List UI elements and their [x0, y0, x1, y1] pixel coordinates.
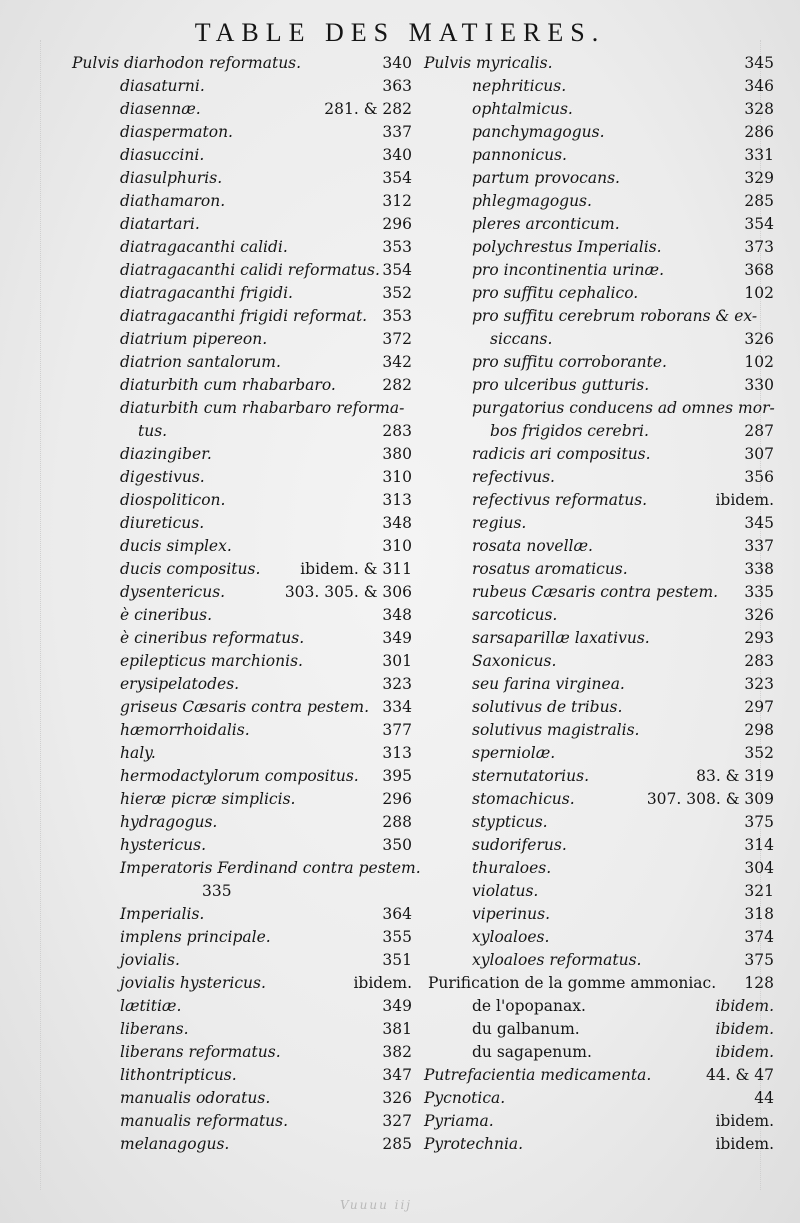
index-term: diureticus.: [120, 514, 205, 532]
index-entry: [72, 259, 412, 282]
index-term: panchymagogus.: [472, 123, 605, 141]
index-entry: [72, 466, 412, 489]
index-entry: [72, 742, 412, 765]
index-entry: [72, 236, 412, 259]
index-term: rosata novellæ.: [472, 537, 593, 555]
index-term: ducis compositus.: [120, 560, 261, 578]
index-term: polychrestus Imperialis.: [472, 238, 662, 256]
index-entry: [72, 374, 412, 397]
index-entry: [424, 696, 774, 719]
index-term: erysipelatodes.: [120, 675, 240, 693]
index-term: regius.: [472, 514, 527, 532]
index-term: Saxonicus.: [472, 652, 557, 670]
index-term: pro suffitu cerebrum roborans & ex-: [472, 307, 758, 325]
index-entry: [72, 857, 421, 880]
index-term: hystericus.: [120, 836, 207, 854]
index-entry: [424, 75, 774, 98]
index-term: liberans reformatus.: [120, 1043, 281, 1061]
page-reference: 395: [382, 767, 412, 785]
page-reference: ibidem.: [715, 1135, 774, 1153]
index-term: diatragacanthi frigidi.: [120, 284, 293, 302]
index-entry: [72, 75, 412, 98]
page-reference: 338: [744, 560, 774, 578]
bleed-through-left: [40, 40, 41, 1190]
page-reference: 355: [382, 928, 412, 946]
index-term: diatrion santalorum.: [120, 353, 281, 371]
index-term: diatragacanthi calidi.: [120, 238, 288, 256]
index-entry: [424, 995, 774, 1018]
page-reference: 374: [744, 928, 774, 946]
page-reference: 313: [382, 744, 412, 762]
index-entry: [424, 443, 774, 466]
index-term: Pulvis myricalis.: [424, 54, 553, 72]
index-term: siccans.: [490, 330, 553, 348]
index-term: ophtalmicus.: [472, 100, 573, 118]
page-reference: 307: [744, 445, 774, 463]
index-term: xyloaloes.: [472, 928, 550, 946]
page-reference: 382: [382, 1043, 412, 1061]
page-reference: 286: [744, 123, 774, 141]
index-column-right: [424, 52, 774, 1156]
index-entry: [424, 673, 774, 696]
index-entry: [72, 305, 412, 328]
page-reference: 304: [744, 859, 774, 877]
index-entry: [72, 121, 412, 144]
index-entry: [424, 374, 774, 397]
page-reference: 340: [382, 54, 412, 72]
page-reference: 337: [382, 123, 412, 141]
index-entry: [424, 926, 774, 949]
index-term: nephriticus.: [472, 77, 567, 95]
index-term: pro suffitu corroborante.: [472, 353, 667, 371]
index-entry: [72, 834, 412, 857]
page-reference: 368: [744, 261, 774, 279]
index-entry: [72, 811, 412, 834]
index-term: thuraloes.: [472, 859, 552, 877]
page-reference: 340: [382, 146, 412, 164]
index-term: epilepticus marchionis.: [120, 652, 303, 670]
index-entry: [424, 397, 774, 420]
page-reference: 353: [382, 238, 412, 256]
index-term: diasennæ.: [120, 100, 201, 118]
index-entry: [72, 98, 412, 121]
index-term: dysentericus.: [120, 583, 226, 601]
index-term: violatus.: [472, 882, 539, 900]
page-reference: 310: [382, 468, 412, 486]
index-term: diaspermaton.: [120, 123, 233, 141]
page-reference: 329: [744, 169, 774, 187]
index-entry: [72, 512, 412, 535]
index-term: phlegmagogus.: [472, 192, 592, 210]
index-entry: [72, 397, 412, 420]
index-term: Pyrotechnia.: [424, 1135, 524, 1153]
index-term: pro ulceribus gutturis.: [472, 376, 650, 394]
page-reference: 287: [744, 422, 774, 440]
index-entry: [72, 190, 412, 213]
page-reference: 326: [382, 1089, 412, 1107]
index-entry: [424, 834, 774, 857]
page-reference: ibidem.: [715, 491, 774, 509]
page-reference: 328: [744, 100, 774, 118]
index-entry: [424, 1133, 774, 1156]
index-term: liberans.: [120, 1020, 189, 1038]
index-entry: [424, 512, 774, 535]
page-reference: 323: [744, 675, 774, 693]
index-entry: [72, 351, 412, 374]
index-entry: [72, 949, 412, 972]
page-reference: 296: [382, 215, 412, 233]
page-reference: 327: [382, 1112, 412, 1130]
index-term: pro incontinentia urinæ.: [472, 261, 665, 279]
page-reference: 349: [382, 997, 412, 1015]
index-entry: [72, 1064, 412, 1087]
index-entry: [72, 880, 412, 903]
index-term: Imperatoris Ferdinand contra pestem.: [120, 859, 421, 877]
index-entry: [72, 673, 412, 696]
page-reference: 312: [382, 192, 412, 210]
index-entry: [72, 627, 412, 650]
index-entry: [72, 1133, 412, 1156]
page-reference: 330: [744, 376, 774, 394]
index-term: digestivus.: [120, 468, 205, 486]
page-reference: ibidem. & 311: [300, 560, 412, 578]
index-term: diatragacanthi calidi reformatus.: [120, 261, 380, 279]
index-entry: [72, 903, 412, 926]
page-reference: 373: [744, 238, 774, 256]
index-term: implens principale.: [120, 928, 271, 946]
index-entry: [424, 305, 774, 328]
index-entry: [424, 811, 774, 834]
index-entry: [72, 443, 412, 466]
page-reference: 342: [382, 353, 412, 371]
index-entry: [424, 742, 774, 765]
index-term: lætitiæ.: [120, 997, 182, 1015]
index-term: Purification de la gomme ammoniac.: [428, 974, 717, 992]
index-term: hydragogus.: [120, 813, 218, 831]
index-term: pannonicus.: [472, 146, 567, 164]
page-reference: 372: [382, 330, 412, 348]
index-term: hieræ picræ simplicis.: [120, 790, 296, 808]
page-reference: 331: [744, 146, 774, 164]
index-entry: [424, 213, 774, 236]
index-entry: [424, 788, 774, 811]
index-entry: [72, 972, 412, 995]
index-term: griseus Cæsaris contra pestem.: [120, 698, 370, 716]
page-reference: 44: [754, 1089, 774, 1107]
page-reference: 83. & 319: [696, 767, 774, 785]
index-entry: [424, 328, 774, 351]
index-term: viperinus.: [472, 905, 551, 923]
index-entry: [424, 466, 774, 489]
index-entry: [72, 213, 412, 236]
index-term: lithontripticus.: [120, 1066, 237, 1084]
index-term: manualis reformatus.: [120, 1112, 289, 1130]
index-entry: [72, 328, 412, 351]
page-reference: 293: [744, 629, 774, 647]
index-entry: [72, 719, 412, 742]
index-term: diospoliticon.: [120, 491, 226, 509]
index-entry: [424, 949, 774, 972]
page-reference: 314: [744, 836, 774, 854]
index-entry: [424, 765, 774, 788]
index-entry: [72, 420, 412, 443]
index-term: solutivus de tribus.: [472, 698, 623, 716]
page-reference: 353: [382, 307, 412, 325]
index-entry: [72, 995, 412, 1018]
page-reference: 102: [744, 284, 774, 302]
index-entry: [72, 52, 412, 75]
page-reference: 337: [744, 537, 774, 555]
page-reference: 323: [382, 675, 412, 693]
page-reference: 321: [744, 882, 774, 900]
page-reference: 307. 308. & 309: [646, 790, 774, 808]
page-reference: 352: [744, 744, 774, 762]
index-term: partum provocans.: [472, 169, 620, 187]
index-entry: [424, 98, 774, 121]
page-reference: 363: [382, 77, 412, 95]
index-entry: [424, 259, 774, 282]
index-term: hæmorrhoidalis.: [120, 721, 250, 739]
index-term: diaturbith cum rhabarbaro.: [120, 376, 336, 394]
index-term: refectivus.: [472, 468, 555, 486]
index-term: Pyriama.: [424, 1112, 494, 1130]
index-column-left: [72, 52, 421, 1156]
index-term: è cineribus reformatus.: [120, 629, 305, 647]
page-reference: 128: [744, 974, 774, 992]
index-term: jovialis.: [120, 951, 180, 969]
page-reference: 349: [382, 629, 412, 647]
index-entry: [424, 558, 774, 581]
index-entry: [424, 190, 774, 213]
page-reference: 288: [382, 813, 412, 831]
index-term: diaturbith cum rhabarbaro reforma-: [120, 399, 405, 417]
index-term: diathamaron.: [120, 192, 226, 210]
index-term: diasulphuris.: [120, 169, 223, 187]
index-entry: [424, 857, 774, 880]
index-term: seu farina virginea.: [472, 675, 625, 693]
index-entry: [72, 926, 412, 949]
page-reference: 281. & 282: [324, 100, 412, 118]
index-entry: [424, 650, 774, 673]
index-entry: [424, 351, 774, 374]
index-entry: [424, 121, 774, 144]
index-entry: [424, 581, 774, 604]
index-term: stomachicus.: [472, 790, 575, 808]
index-entry: [424, 144, 774, 167]
index-term: diasuccini.: [120, 146, 205, 164]
index-term: haly.: [120, 744, 156, 762]
index-term: sarsaparillæ laxativus.: [472, 629, 650, 647]
index-entry: [424, 282, 774, 305]
index-term: Putrefacientia medicamenta.: [424, 1066, 652, 1084]
page-reference: 347: [382, 1066, 412, 1084]
index-entry: [72, 1087, 412, 1110]
index-term: sternutatorius.: [472, 767, 589, 785]
index-entry: [424, 1064, 774, 1087]
page-reference: 348: [382, 606, 412, 624]
index-entry: [72, 1110, 412, 1133]
index-term: 335: [202, 882, 232, 900]
index-term: solutivus magistralis.: [472, 721, 640, 739]
index-term: diatartari.: [120, 215, 200, 233]
page-reference: ibidem.: [715, 1043, 774, 1061]
index-entry: [72, 167, 412, 190]
index-term: refectivus reformatus.: [472, 491, 648, 509]
index-entry: [72, 282, 412, 305]
page-reference: ibidem.: [353, 974, 412, 992]
index-term: sudoriferus.: [472, 836, 567, 854]
index-term: è cineribus.: [120, 606, 213, 624]
page-reference: 381: [382, 1020, 412, 1038]
index-entry: [424, 1087, 774, 1110]
index-term: jovialis hystericus.: [120, 974, 266, 992]
page-reference: 345: [744, 54, 774, 72]
page-reference: 375: [744, 951, 774, 969]
page-reference: 283: [382, 422, 412, 440]
index-entry: [72, 144, 412, 167]
index-term: bos frigidos cerebri.: [490, 422, 649, 440]
index-term: pleres arconticum.: [472, 215, 620, 233]
index-term: diasaturni.: [120, 77, 205, 95]
index-term: sperniolæ.: [472, 744, 556, 762]
page-reference: 301: [382, 652, 412, 670]
page-reference: 285: [744, 192, 774, 210]
index-entry: [72, 558, 412, 581]
index-term: pro suffitu cephalico.: [472, 284, 639, 302]
page-header: TABLE DES MATIERES.: [194, 18, 606, 47]
index-entry: [72, 765, 412, 788]
page-reference: 326: [744, 330, 774, 348]
index-entry: [72, 650, 412, 673]
index-entry: [424, 420, 774, 443]
page-reference: 303. 305. & 306: [284, 583, 412, 601]
index-term: stypticus.: [472, 813, 548, 831]
index-term: melanagogus.: [120, 1135, 230, 1153]
index-entry: [424, 604, 774, 627]
index-term: Pycnotica.: [424, 1089, 506, 1107]
page-reference: ibidem.: [715, 1112, 774, 1130]
index-term: purgatorius conducens ad omnes mor-: [472, 399, 775, 417]
index-entry: [72, 581, 412, 604]
index-term: manualis odoratus.: [120, 1089, 271, 1107]
index-term: hermodactylorum compositus.: [120, 767, 359, 785]
index-entry: [72, 696, 412, 719]
page-reference: 364: [382, 905, 412, 923]
index-entry: [72, 535, 412, 558]
index-entry: [72, 489, 412, 512]
index-term: diatragacanthi frigidi reformat.: [120, 307, 368, 325]
index-term: de l'opopanax.: [472, 997, 586, 1015]
index-entry: [424, 903, 774, 926]
page-reference: 377: [382, 721, 412, 739]
page-reference: 334: [382, 698, 412, 716]
page-reference: 335: [744, 583, 774, 601]
index-entry: [424, 52, 774, 75]
index-entry: [424, 1018, 774, 1041]
index-term: rosatus aromaticus.: [472, 560, 628, 578]
page-reference: 352: [382, 284, 412, 302]
page-reference: 285: [382, 1135, 412, 1153]
page-reference: 345: [744, 514, 774, 532]
index-term: diatrium pipereon.: [120, 330, 268, 348]
page-reference: 351: [382, 951, 412, 969]
index-term: sarcoticus.: [472, 606, 558, 624]
index-entry: [424, 719, 774, 742]
page-reference: 375: [744, 813, 774, 831]
index-entry: [72, 1018, 412, 1041]
page-reference: 44. & 47: [705, 1066, 774, 1084]
index-entry: [424, 236, 774, 259]
page-reference: 313: [382, 491, 412, 509]
index-term: tus.: [138, 422, 168, 440]
page-reference: 318: [744, 905, 774, 923]
index-entry: [424, 972, 774, 995]
page-reference: 354: [744, 215, 774, 233]
page-reference: 282: [382, 376, 412, 394]
page-reference: 380: [382, 445, 412, 463]
page-reference: ibidem.: [715, 1020, 774, 1038]
signature-mark: Vuuuu iij: [340, 1198, 413, 1212]
page-reference: 356: [744, 468, 774, 486]
index-entry: [72, 788, 412, 811]
index-term: du sagapenum.: [472, 1043, 592, 1061]
page-reference: 350: [382, 836, 412, 854]
index-term: ducis simplex.: [120, 537, 232, 555]
index-term: radicis ari compositus.: [472, 445, 651, 463]
index-entry: [424, 1041, 774, 1064]
index-entry: [424, 880, 774, 903]
page-reference: 310: [382, 537, 412, 555]
index-entry: [424, 627, 774, 650]
page-reference: 298: [744, 721, 774, 739]
page-reference: 102: [744, 353, 774, 371]
index-term: Imperialis.: [120, 905, 205, 923]
page-reference: 346: [744, 77, 774, 95]
index-term: diazingiber.: [120, 445, 212, 463]
page-reference: 354: [382, 169, 412, 187]
page-reference: ibidem.: [715, 997, 774, 1015]
index-term: Pulvis diarhodon reformatus.: [72, 54, 302, 72]
index-term: rubeus Cæsaris contra pestem.: [472, 583, 719, 601]
page-reference: 348: [382, 514, 412, 532]
index-term: xyloaloes reformatus.: [472, 951, 642, 969]
index-entry: [72, 1041, 412, 1064]
page-reference: 354: [382, 261, 412, 279]
page-reference: 326: [744, 606, 774, 624]
index-term: du galbanum.: [472, 1020, 580, 1038]
page-reference: 296: [382, 790, 412, 808]
index-entry: [424, 167, 774, 190]
page-reference: 283: [744, 652, 774, 670]
index-entry: [424, 1110, 774, 1133]
index-entry: [424, 535, 774, 558]
index-entry: [424, 489, 774, 512]
page-reference: 297: [744, 698, 774, 716]
index-entry: [72, 604, 412, 627]
